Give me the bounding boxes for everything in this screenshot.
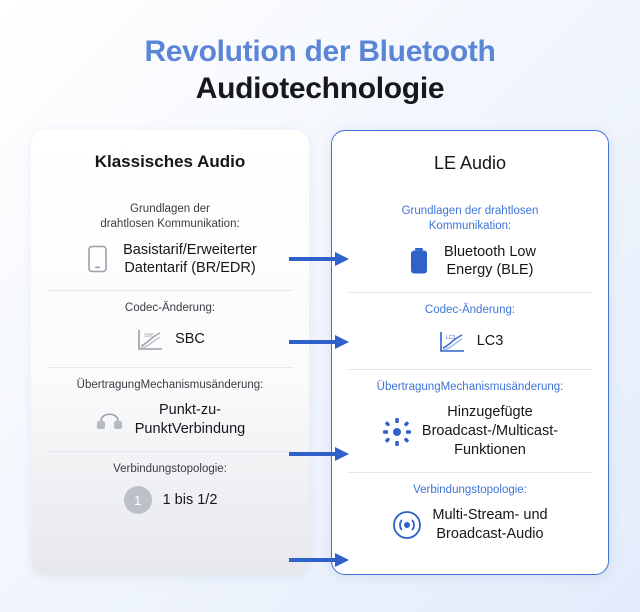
row-left-transmission-label: ÜbertragungMechanismusänderung: [76, 378, 264, 391]
card-le-audio-title: LE Audio [433, 152, 507, 173]
battery-icon [404, 246, 434, 276]
row-left-wireless-basis-value: Basistarif/Erweiterter Datentarif (BR/EDR) [123, 241, 257, 277]
arrow-head [335, 335, 349, 349]
svg-text:SBC: SBC [144, 332, 155, 339]
point-to-point-icon [95, 405, 125, 435]
arrow-codec [289, 335, 353, 349]
arrow-wireless-basis [289, 252, 353, 266]
row-right-codec-label: Codec-Änderung: [424, 304, 516, 317]
broadcast-node-icon [382, 417, 412, 447]
number-badge-1: 1 [123, 485, 153, 515]
arrow-topology [289, 553, 353, 567]
row-right-topology [348, 472, 592, 556]
row-right-transmission-label: ÜbertragungMechanismusänderung: [376, 380, 564, 393]
svg-text:LC3: LC3 [445, 334, 455, 341]
row-right-topology-value: Multi-Stream- und Broadcast-Audio [432, 507, 548, 543]
row-left-topology-label: Verbindungstopologie: [113, 462, 227, 475]
row-right-codec-value: LC3 [476, 333, 504, 350]
arrow-shaft [289, 257, 337, 261]
row-left-codec-label: Codec-Änderung: [124, 302, 216, 315]
multi-stream-icon [392, 510, 422, 540]
row-right-wireless-basis [348, 194, 592, 293]
row-right-codec [348, 292, 592, 369]
arrow-shaft [289, 452, 337, 456]
row-left-transmission-value: Punkt-zu- PunktVerbindung [134, 402, 246, 438]
arrow-head [335, 447, 349, 461]
title-line-1: Revolution der Bluetooth [144, 35, 496, 68]
card-classic-audio [31, 130, 309, 575]
arrow-transmission [289, 447, 353, 461]
arrow-shaft [289, 340, 337, 344]
row-right-topology-label: Verbindungstopologie: [413, 483, 527, 496]
card-le-audio [331, 130, 609, 575]
codec-chart-icon [135, 325, 165, 355]
row-left-codec [47, 290, 293, 367]
row-right-transmission-value: Hinzugefügte Broadcast-/Multicast- Funktionen [421, 404, 559, 458]
codec-chart-icon [437, 327, 467, 357]
row-right-wireless-basis-label: Grundlagen der drahtlosen Kommunikation: [401, 204, 539, 233]
arrow-shaft [289, 558, 337, 562]
row-left-wireless-basis-label: Grundlagen der drahtlosen Kommunikation: [100, 202, 240, 231]
row-right-transmission [348, 369, 592, 472]
row-right-wireless-basis-value: Bluetooth Low Energy (BLE) [444, 243, 536, 279]
title-line-2: Audiotechnologie [195, 72, 445, 105]
arrow-head [335, 553, 349, 567]
row-left-wireless-basis [47, 192, 293, 291]
arrow-head [335, 252, 349, 266]
page-title [0, 0, 640, 108]
row-left-codec-value: SBC [175, 331, 205, 348]
row-left-topology-value: 1 bis 1/2 [162, 492, 218, 509]
card-classic-audio-title: Klassisches Audio [94, 151, 246, 171]
row-left-transmission [47, 367, 293, 451]
row-left-topology [47, 451, 293, 528]
comparison-columns [31, 130, 609, 575]
phone-icon [83, 244, 113, 274]
